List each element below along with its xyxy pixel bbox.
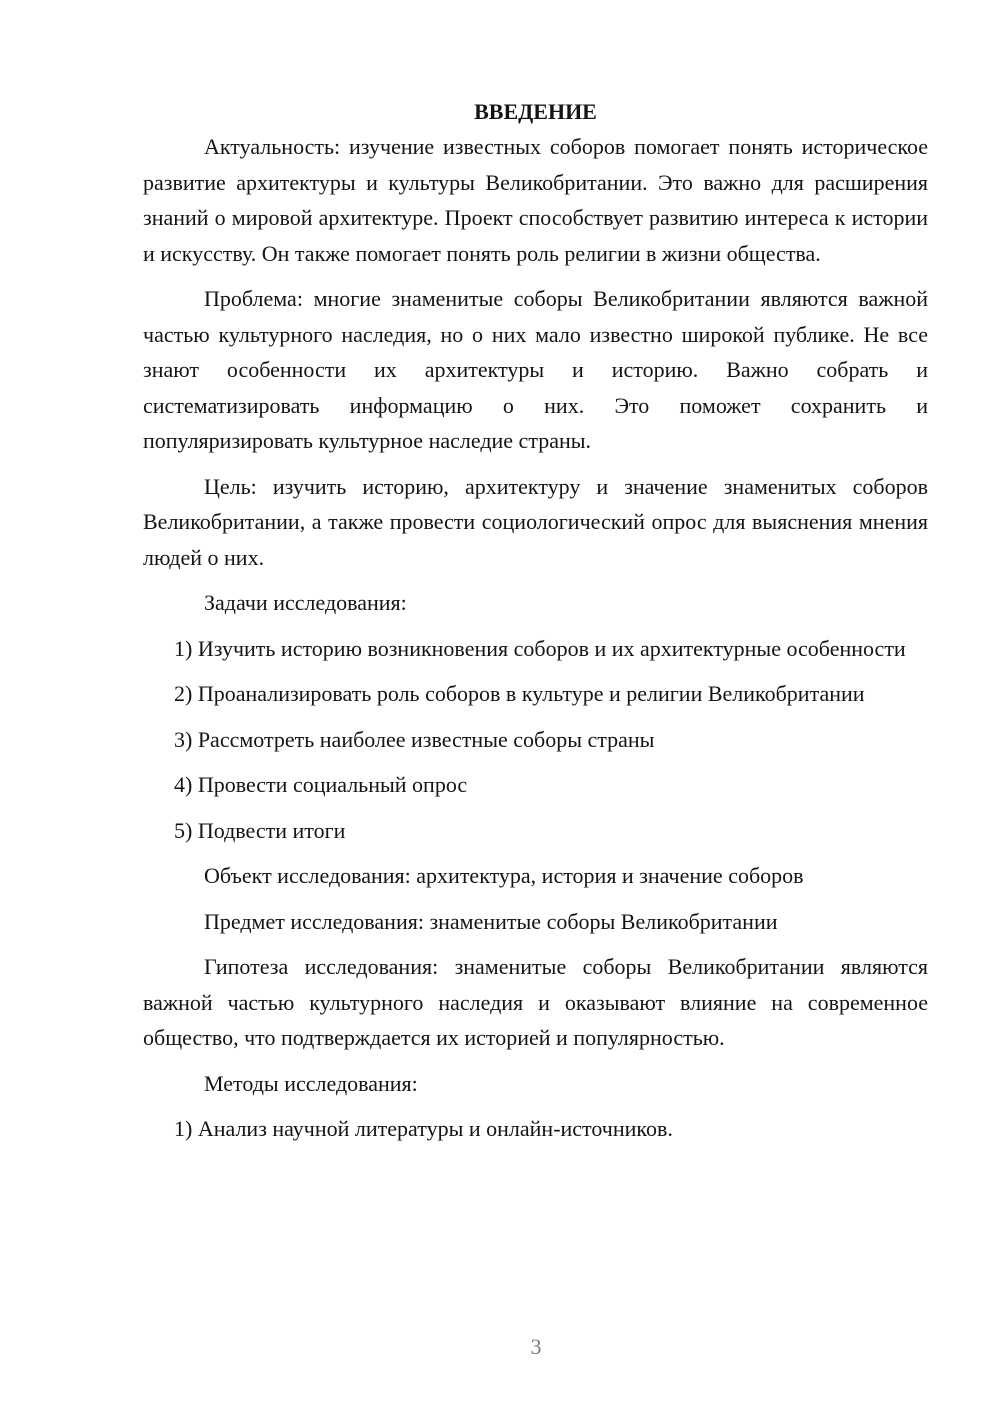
method-item-1: 1) Анализ научной литературы и онлайн-источников. <box>174 1116 673 1141</box>
goal-paragraph: Цель: изучить историю, архитектуру и значение знаменитых соборов Великобритании, а также провести социологический опрос для выяснения мнения людей о них. <box>143 473 928 570</box>
methods-title: Методы исследования: <box>204 1070 418 1096</box>
hypothesis-paragraph: Гипотеза исследования: знаменитые соборы Великобритании являются важной частью культурного наследия и оказывают влияние на современное общество, что подтверждается их историей и популярностью. <box>143 954 928 1050</box>
tasks-title: Задачи исследования: <box>204 590 407 615</box>
section-heading: ВВЕДЕНИЕ <box>474 99 597 124</box>
task-item-4: 4) Провести социальный опрос <box>174 772 468 797</box>
object-paragraph: Объект исследования: архитектура, история и значение соборов <box>204 863 804 888</box>
relevance-paragraph: Актуальность: изучение известных соборов помогает понять историческое развитие архитектуры и культуры Великобритании. Это важно для расширения знаний о мировой архитектуре. Проект способствует развитию интереса к истории и искусству. Он также помогает понять роль религии в жизни общества. <box>143 134 928 266</box>
task-item-5: 5) Подвести итоги <box>174 817 346 843</box>
task-item-2: 2) Проанализировать роль соборов в культуре и религии Великобритании <box>174 681 865 706</box>
task-item-3: 3) Рассмотреть наиболее известные соборы страны <box>174 726 655 752</box>
task-item-1: 1) Изучить историю возникновения соборов и их архитектурные особенности <box>174 635 906 661</box>
page-content <box>143 94 928 1147</box>
subject-paragraph: Предмет исследования: знаменитые соборы Великобритании <box>204 908 778 934</box>
problem-paragraph: Проблема: многие знаменитые соборы Великобритании являются важной частью культурного наследия, но о них мало известно широкой публике. Не все знают особенности их архитектуры и историю. Важно собрать и систематизировать информацию о них. Это поможет сохранить и популяризировать культурное наследие страны. <box>143 286 928 453</box>
page-number: 3 <box>530 1334 542 1359</box>
